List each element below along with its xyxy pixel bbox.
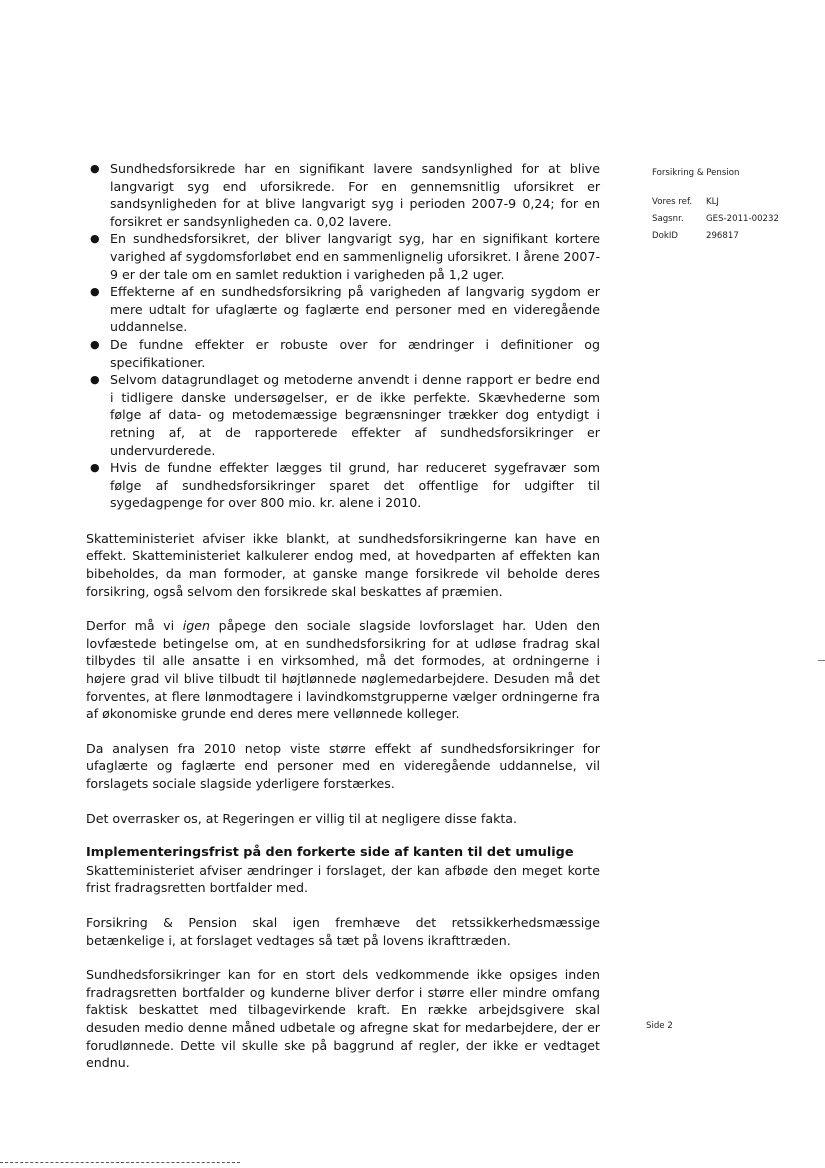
bullet-icon: ● <box>90 337 100 351</box>
list-item <box>90 283 600 336</box>
sender-org: Forsikring & Pension <box>652 168 740 178</box>
paragraph: Forsikring & Pension skal igen fremhæve det retssikkerhedsmæssige betænkelige i, at forslaget vedtages så tæt på lovens ikrafttræden. <box>86 914 600 948</box>
meta-value: 296817 <box>706 231 739 241</box>
meta-row-case <box>652 211 812 228</box>
paragraph: Sundhedsforsikringer kan for en stort dels vedkommende ikke opsiges inden fradragsretten bortfalder og kunderne bliver derfor i større eller mindre omfang faktisk beskattet med tilbagevirkende kraft. En række arbejdsgivere skal desuden medio denne måned udbetale og afregne skat for medarbejdere, der er forudlønnede. Dette vil skulle ske på baggrund af regler, der ikke er vedtaget endnu. <box>86 967 600 1071</box>
meta-row-ref <box>652 194 812 211</box>
paragraph-text: Derfor må vi <box>86 618 183 634</box>
list-item <box>90 371 600 459</box>
list-item <box>90 336 600 371</box>
meta-label: Sagsnr. <box>652 214 684 224</box>
page-number: Side 2 <box>646 1021 673 1031</box>
list-item-text: En sundhedsforsikret, der bliver langvarigt syg, har en signifikant kortere varighed af sygdomsforløbet end en sammenlignelig uforsikret. I årene 2007-9 er der tale om en samlet reduktion i varigheden på 1,2 uger. <box>110 231 600 282</box>
meta-value: GES-2011-00232 <box>706 214 779 224</box>
scan-artifact-line <box>0 1162 240 1163</box>
bullet-icon: ● <box>90 232 100 246</box>
list-item-text: Hvis de fundne effekter lægges til grund, har reduceret sygefravær som følge af sundhedsforsikringer sparet det offentlige for udgifter til sygedagpenge for over 800 mio. kr. alene i 2010. <box>110 460 600 511</box>
list-item <box>90 230 600 283</box>
scan-edge-mark <box>818 660 825 661</box>
findings-list <box>86 160 600 512</box>
bullet-icon: ● <box>90 373 100 387</box>
paragraph: Skatteministeriet afviser ikke blankt, at sundhedsforsikringerne kan have en effekt. Skatteministeriet kalkulerer endog med, at hovedparten af effekten kan bibeholdes, da man formoder, at ganske mange forsikrede vil beholde deres forsikring, også selvom den forsikrede skal beskattes af præmien. <box>86 530 600 599</box>
list-item <box>90 160 600 230</box>
bullet-icon: ● <box>90 162 100 175</box>
meta-label: DokID <box>652 231 679 241</box>
list-item <box>90 459 600 512</box>
bullet-icon: ● <box>90 461 100 475</box>
list-item-text: Selvom datagrundlaget og metoderne anvendt i denne rapport er bedre end i tidligere danske undersøgelser, er de ikke perfekte. Skævhederne som følge af data- og metodemæssige begrænsninger trækker dog entydigt i retning af, at de rapporterede effekter af sundhedsforsikringer er undervurderede. <box>110 372 600 458</box>
meta-row-docid <box>652 228 812 245</box>
paragraph: Da analysen fra 2010 netop viste større effekt af sundhedsforsikringer for ufaglærte og faglærte end personer med en videregående uddannelse, vil forslagets sociale slagside yderligere forstærkes. <box>86 740 600 791</box>
list-item-text: Sundhedsforsikrede har en signifikant lavere sandsynlighed for at blive langvarigt syg end uforsikrede. For en gennemsnitlig uforsikret er sandsynligheden for at blive langvarigt syg i perioden 2007-9 0,24; for en forsikret er sandsynligheden ca. 0,02 lavere. <box>110 161 600 229</box>
bullet-icon: ● <box>90 285 100 299</box>
main-text <box>86 160 600 1072</box>
paragraph-text: påpege den sociale slagside lovforslaget har. Uden den lovfæstede betingelse om, at en sundhedsforsikring for at udløse fradrag skal tilbydes til alle ansatte i en virksomhed, må det formodes, at ordningerne i højere grad vil blive tilbudt til højtlønnede nøglemedarbejdere. Desuden må det forventes, at flere lønmodtagere i lavindkomstgrupperne vælger ordningerne fra af økonomiske grunde end deres mere vellønnede kolleger. <box>86 618 600 722</box>
section-heading: Implementeringsfrist på den forkerte side af kanten til det umulige <box>86 845 574 861</box>
paragraph: Skatteministeriet afviser ændringer i forslaget, der kan afbøde den meget korte frist fradragsretten bortfalder med. <box>86 862 600 896</box>
emphasis: igen <box>182 618 210 634</box>
meta-value: KLJ <box>706 197 719 207</box>
list-item-text: Effekterne af en sundhedsforsikring på varigheden af langvarig sygdom er mere udtalt for ufaglærte og faglærte end personer med en videregående uddannelse. <box>110 284 600 335</box>
paragraph: Det overrasker os, at Regeringen er villig til at negligere disse fakta. <box>86 810 518 826</box>
meta-label: Vores ref. <box>652 197 693 207</box>
sidebar <box>652 165 812 245</box>
paragraph <box>86 617 600 723</box>
list-item-text: De fundne effekter er robuste over for ændringer i definitioner og specifikationer. <box>110 336 600 370</box>
